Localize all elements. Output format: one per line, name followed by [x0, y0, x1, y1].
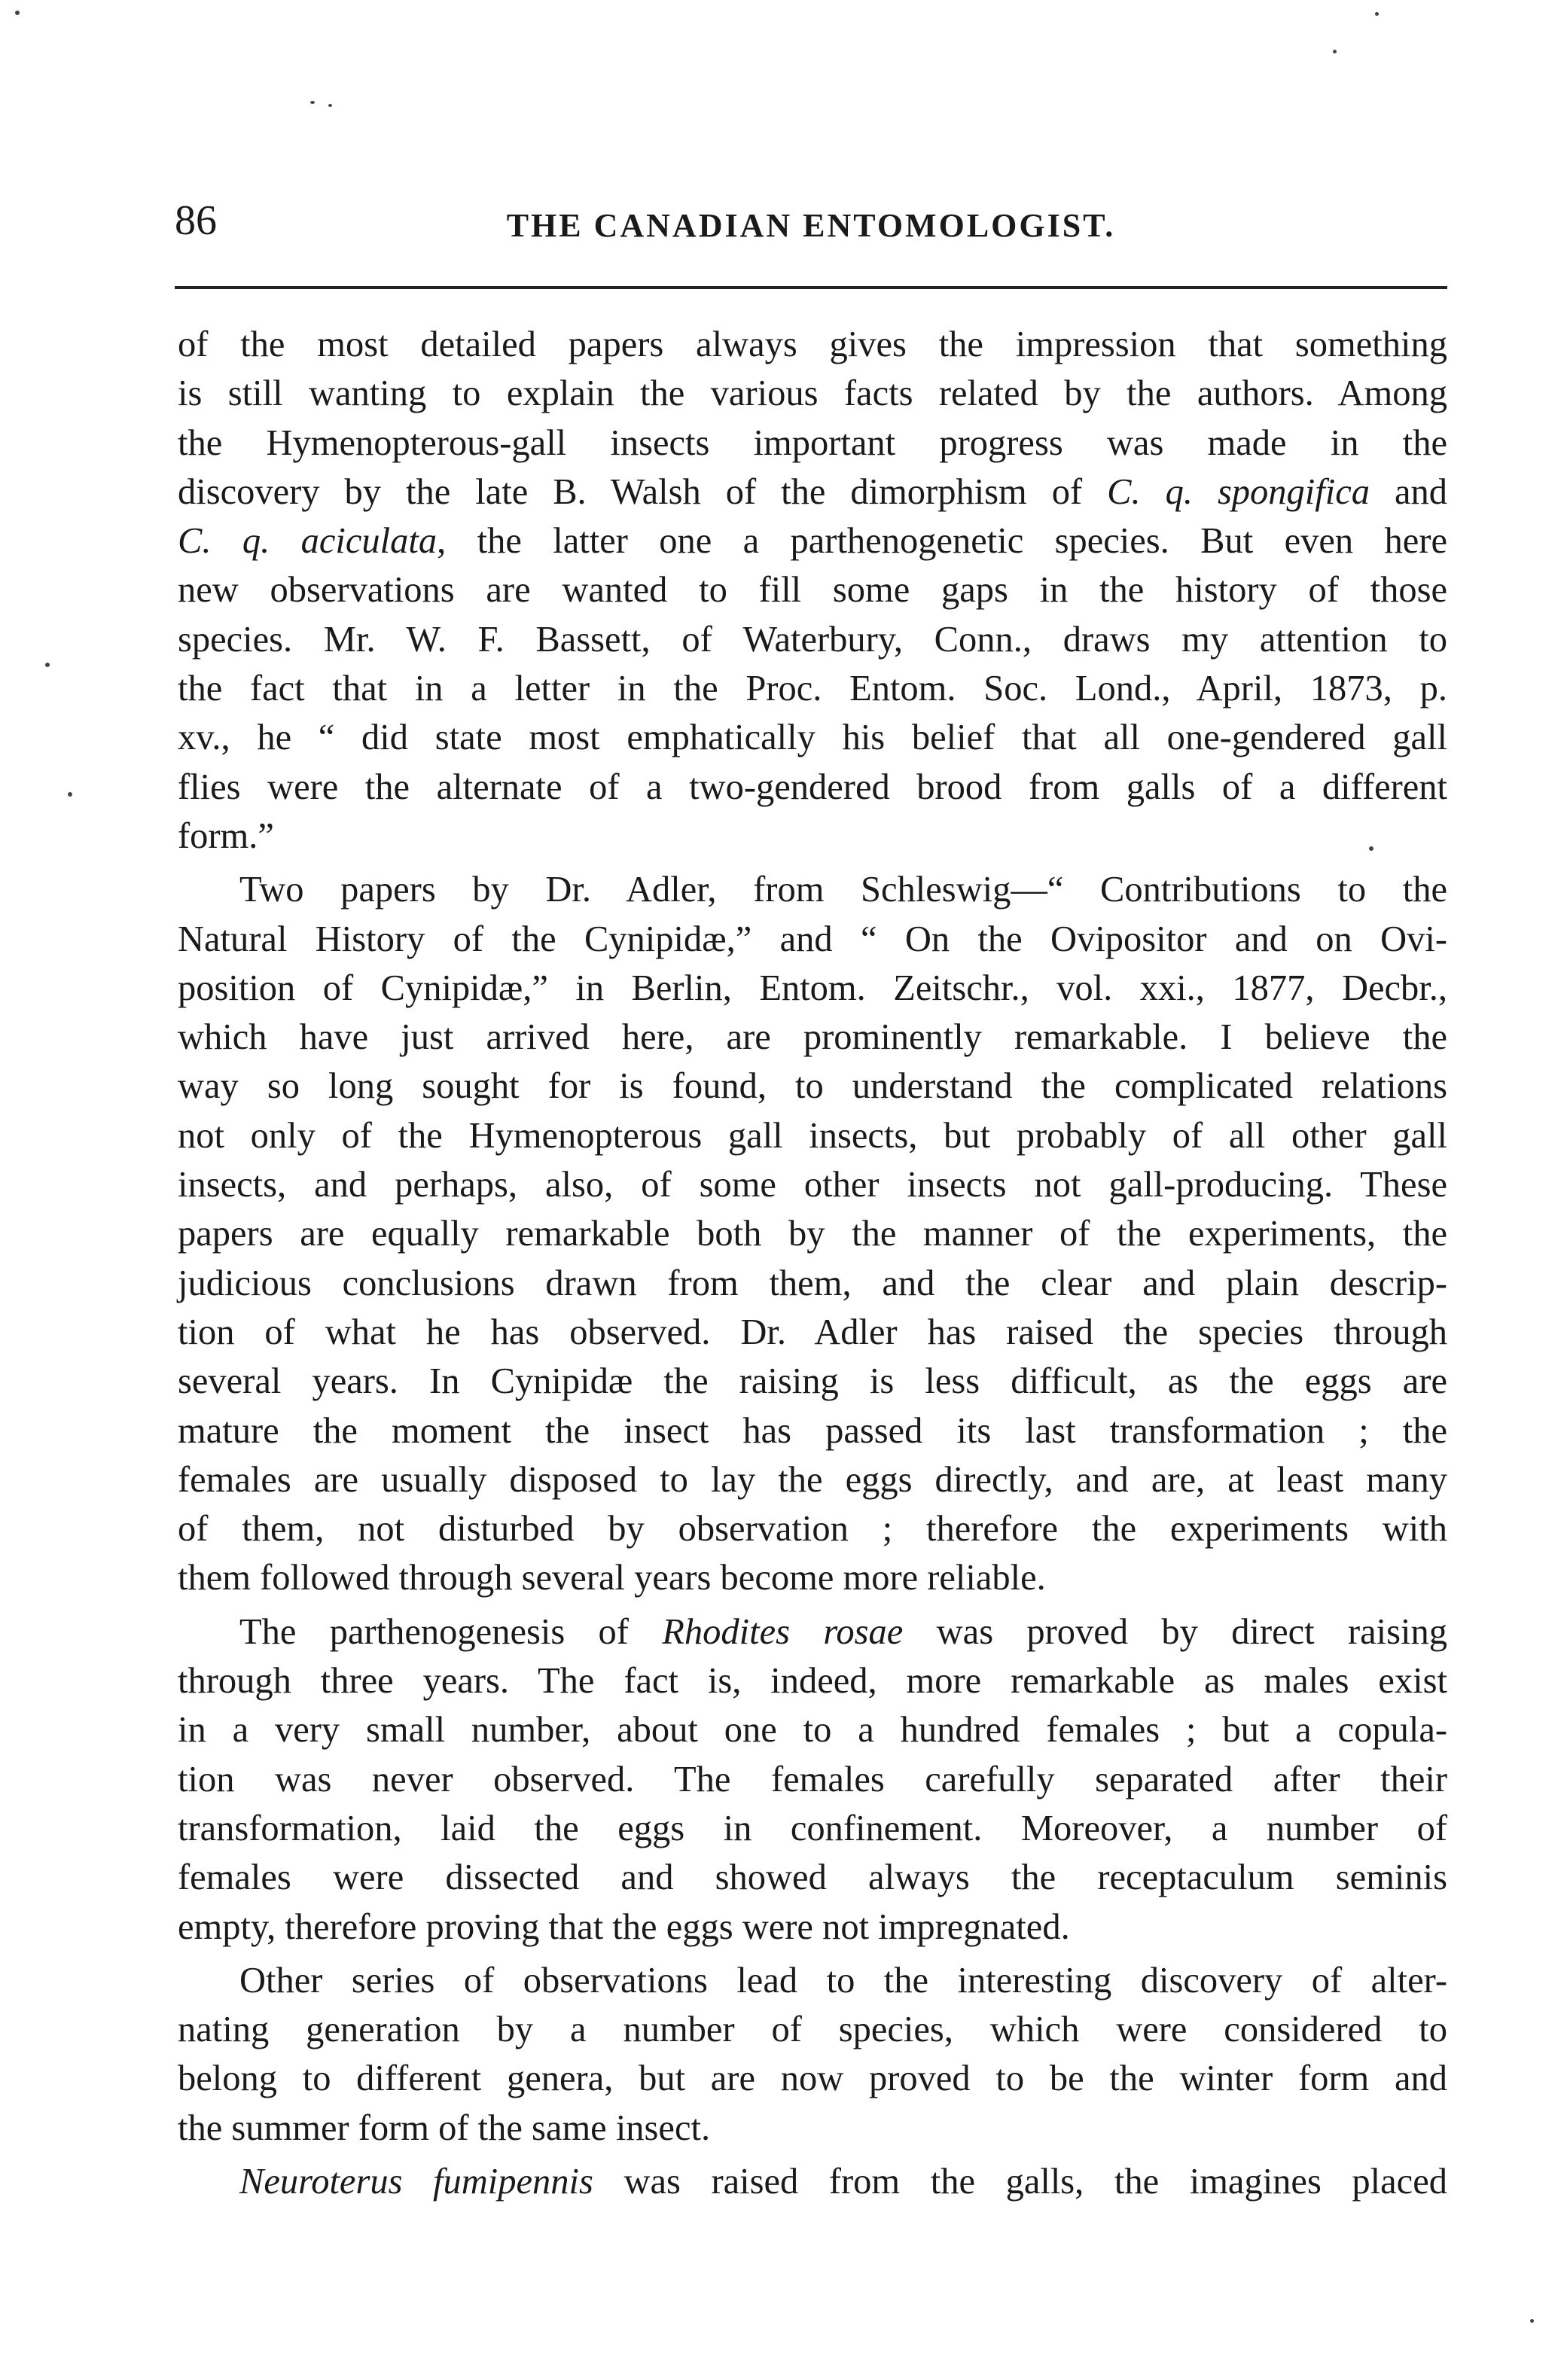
text-line: insects, and perhaps, also, of some other insects not gall-producing. These: [178, 1165, 1447, 1205]
text-line: several years. In Cynipidæ the raising is less difficult, as the eggs are: [178, 1361, 1447, 1402]
running-head: THE CANADIAN ENTOMOLOGIST.: [506, 207, 1116, 244]
text-line: females were dissected and showed always the receptaculum seminis: [178, 1857, 1447, 1898]
scan-speck: [328, 104, 332, 107]
text-line: not only of the Hymenopterous gall insects, but probably of all other gall: [178, 1115, 1447, 1156]
text-line: flies were the alternate of a two-gendered brood from galls of a different: [178, 766, 1447, 807]
text-line: the summer form of the same insect.: [178, 2107, 711, 2148]
text-line: The parthenogenesis of Rhodites rosae was proved by direct raising: [239, 1611, 1447, 1652]
italic-term: C. q.: [178, 521, 270, 562]
text-line: them followed through several years become more reliable.: [178, 1558, 1046, 1598]
scan-speck: [310, 101, 315, 104]
text-line: Two papers by Dr. Adler, from Schleswig—“ Contributions to the: [239, 870, 1447, 910]
text-line: form.”: [178, 815, 274, 856]
text-line: Other series of observations lead to the interesting discovery of alter-: [239, 1960, 1447, 2001]
text-line: species. Mr. W. F. Bassett, of Waterbury, Conn., draws my attention to: [178, 619, 1447, 660]
italic-term: C. q.: [1107, 471, 1193, 512]
text-line: Neuroterus fumipennis was raised from the galls, the imagines placed: [239, 2161, 1447, 2202]
scan-speck: [1333, 50, 1337, 53]
page-header: [175, 194, 1447, 262]
text-line: transformation, laid the eggs in confinement. Moreover, a number of: [178, 1808, 1447, 1848]
text-line: of them, not disturbed by observation ; therefore the experiments with: [178, 1509, 1447, 1550]
text-line: papers are equally remarkable both by the manner of the experiments, the: [178, 1214, 1447, 1254]
scan-speck: [1375, 12, 1379, 16]
paragraph: [178, 865, 1447, 1602]
text-line: the Hymenopterous-gall insects important progress was made in the: [178, 422, 1447, 463]
page-number: 86: [175, 197, 217, 244]
text-line: Natural History of the Cynipidæ,” and “ On the Ovipositor and on Ovi-: [178, 919, 1447, 959]
italic-term: spongifica: [1217, 471, 1370, 512]
text-line: tion was never observed. The females carefully separated after their: [178, 1759, 1447, 1799]
text-line: belong to different genera, but are now proved to be the winter form and: [178, 2059, 1447, 2099]
text-line: position of Cynipidæ,” in Berlin, Entom. Zeitschr., vol. xxi., 1877, Decbr.,: [178, 968, 1447, 1008]
text-line: judicious conclusions drawn from them, and the clear and plain descrip-: [178, 1263, 1447, 1303]
text-line: discovery by the late B. Walsh of the dimorphism of C. q. spongifica and: [178, 471, 1448, 512]
scan-speck: [15, 11, 20, 15]
italic-term: Neuroterus fumipennis: [239, 2161, 593, 2202]
text-line: which have just arrived here, are prominently remarkable. I believe the: [178, 1017, 1447, 1058]
italic-term: aciculata: [300, 521, 437, 562]
paragraph: [178, 320, 1447, 861]
scan-speck: [68, 792, 72, 797]
text-line: of the most detailed papers always gives the impression that something: [178, 325, 1447, 364]
text-line: nating generation by a number of species, which were considered to: [178, 2010, 1447, 2050]
text-line: xv., he “ did state most emphatically his belief that all one-gendered gall: [178, 718, 1447, 758]
scan-speck: [45, 663, 50, 667]
text-line: way so long sought for is found, to understand the complicated relations: [178, 1066, 1447, 1107]
text-line: new observations are wanted to fill some gaps in the history of those: [178, 570, 1447, 611]
text-line: in a very small number, about one to a hundred females ; but a copula-: [178, 1710, 1447, 1751]
article-body: [178, 320, 1447, 2206]
text-line: C. q. aciculata, the latter one a parthenogenetic species. But even here: [178, 521, 1447, 562]
text-line: mature the moment the insect has passed its last transformation ; the: [178, 1410, 1447, 1451]
text-line: is still wanting to explain the various facts related by the authors. Among: [178, 373, 1447, 414]
text-line: empty, therefore proving that the eggs were not impregnated.: [178, 1906, 1070, 1947]
scan-speck: [1530, 2319, 1534, 2323]
header-rule: [175, 286, 1447, 289]
paragraph: [178, 1607, 1447, 1952]
paragraph: [178, 2157, 1447, 2206]
text-line: females are usually disposed to lay the eggs directly, and are, at least many: [178, 1459, 1447, 1500]
text-line: the fact that in a letter in the Proc. Entom. Soc. Lond., April, 1873, p.: [178, 669, 1447, 709]
paragraph: [178, 1956, 1447, 2153]
text-line: through three years. The fact is, indeed, more remarkable as males exist: [178, 1661, 1447, 1702]
italic-term: Rhodites rosae: [662, 1611, 904, 1652]
text-line: tion of what he has observed. Dr. Adler has raised the species through: [178, 1312, 1447, 1352]
